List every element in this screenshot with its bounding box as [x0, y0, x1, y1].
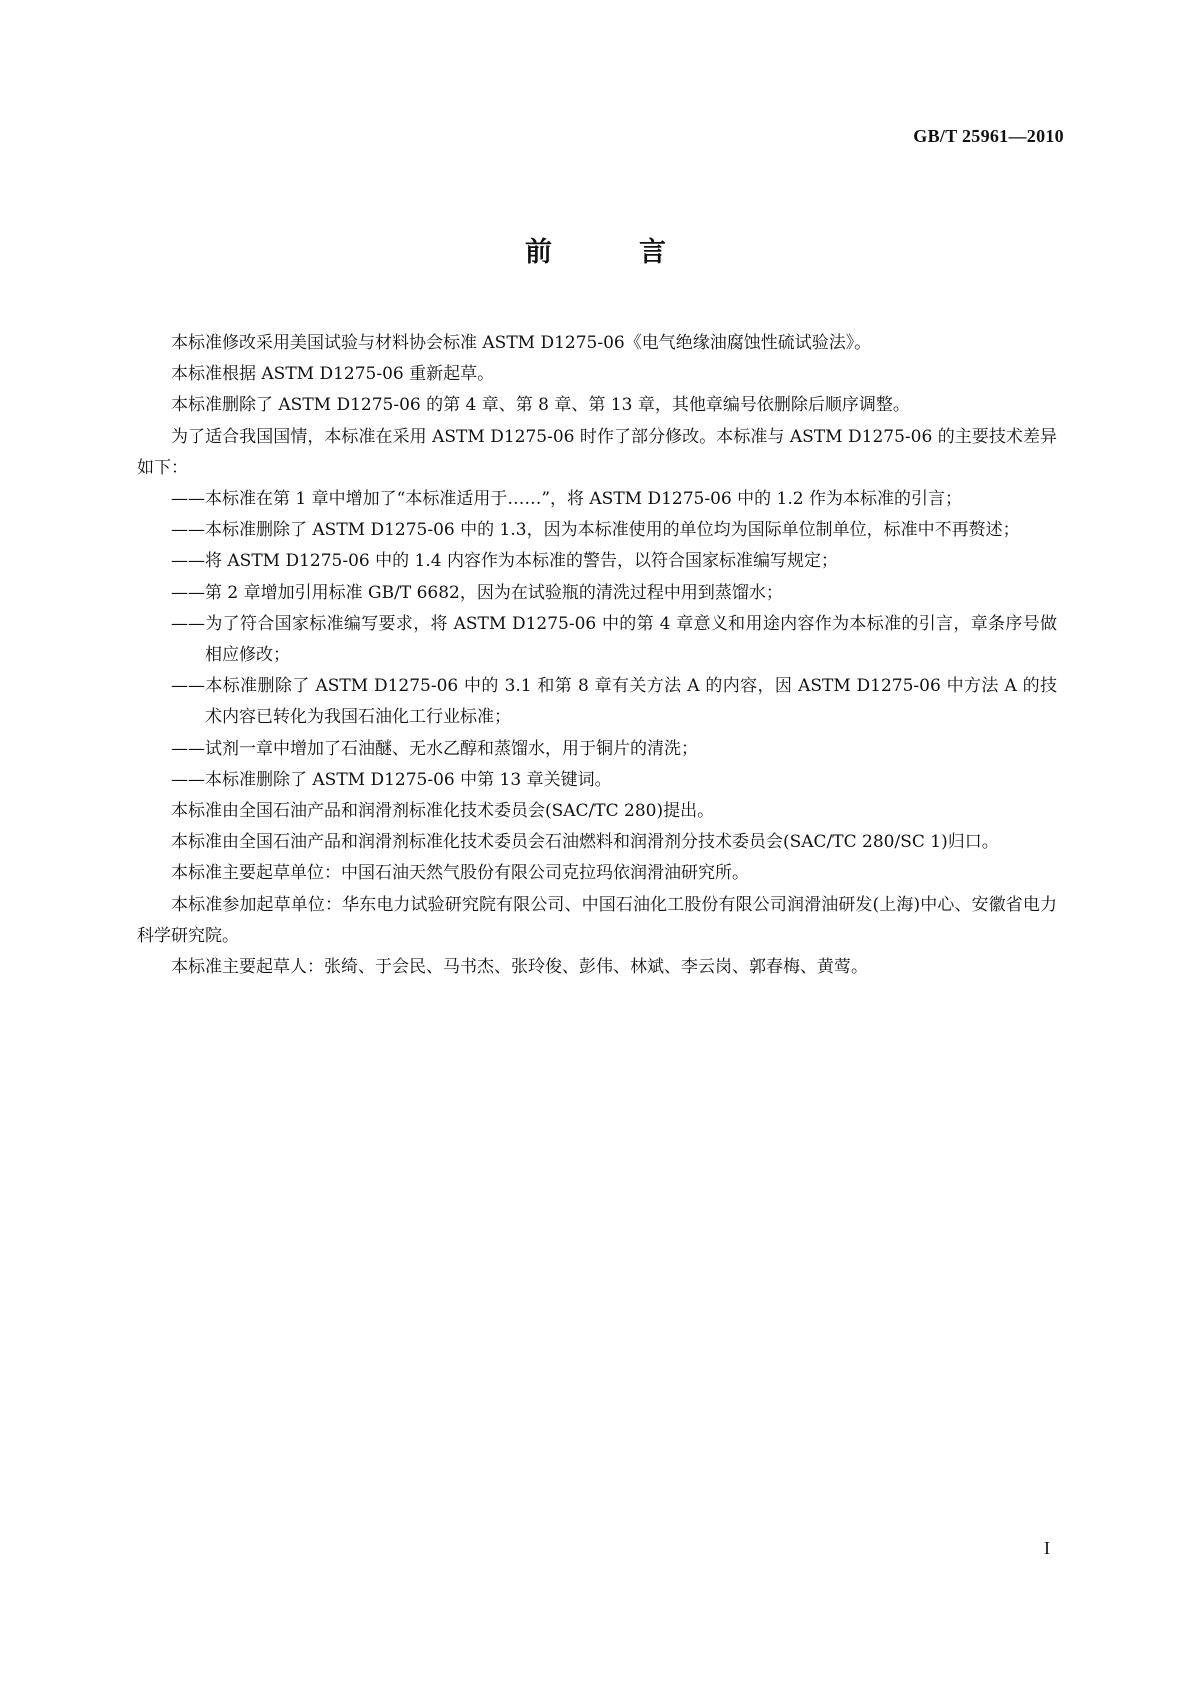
list-item: ——为了符合国家标准编写要求，将 ASTM D1275-06 中的第 4 章意义和用途内容作为本标准的引言，章条序号做相应修改； — [171, 613, 1057, 666]
list-item: ——本标准在第 1 章中增加了“本标准适用于……”，将 ASTM D1275-06 中的 1.2 作为本标准的引言； — [171, 489, 962, 510]
paragraph: 本标准根据 ASTM D1275-06 重新起草。 — [171, 364, 495, 385]
paragraph: 本标准主要起草单位：中国石油天然气股份有限公司克拉玛依润滑油研究所。 — [171, 863, 749, 884]
list-item: ——本标准删除了 ASTM D1275-06 中的 3.1 和第 8 章有关方法 A 的内容，因 ASTM D1275-06 中方法 A 的技术内容已转化为我国石油化工行业标准； — [171, 676, 1057, 728]
paragraph: 本标准主要起草人：张绮、于会民、马书杰、张玲俊、彭伟、林斌、李云岗、郭春梅、黄莺。 — [171, 957, 868, 978]
paragraph: 本标准参加起草单位：华东电力试验研究院有限公司、中国石油化工股份有限公司润滑油研发(上海)中心、安徽省电力科学研究院。 — [137, 894, 1057, 946]
list-item: ——本标准删除了 ASTM D1275-06 中的 1.3，因为本标准使用的单位均为国际单位制单位，标准中不再赘述； — [171, 520, 1020, 541]
difference-list — [137, 484, 1057, 796]
paragraph: 为了适合我国国情，本标准在采用 ASTM D1275-06 时作了部分修改。本标准与 ASTM D1275-06 的主要技术差异如下： — [137, 426, 1057, 478]
paragraph: 本标准由全国石油产品和润滑剂标准化技术委员会石油燃料和润滑剂分技术委员会(SAC/TC 280/SC 1)归口。 — [171, 832, 999, 853]
list-item: ——第 2 章增加引用标准 GB/T 6682，因为在试验瓶的清洗过程中用到蒸馏水； — [171, 582, 783, 603]
paragraph: 本标准删除了 ASTM D1275-06 的第 4 章、第 8 章、第 13 章，其他章编号依删除后顺序调整。 — [171, 395, 910, 416]
list-item: ——本标准删除了 ASTM D1275-06 中第 13 章关键词。 — [171, 769, 612, 790]
list-item: ——试剂一章中增加了石油醚、无水乙醇和蒸馏水，用于铜片的清洗； — [171, 738, 698, 759]
list-item: ——将 ASTM D1275-06 中的 1.4 内容作为本标准的警告，以符合国家标准编写规定； — [171, 551, 838, 572]
page-number: I — [1044, 1538, 1050, 1558]
page-title: 前 言 — [525, 237, 696, 268]
paragraph: 本标准修改采用美国试验与材料协会标准 ASTM D1275-06《电气绝缘油腐蚀性硫试验法》。 — [171, 333, 872, 353]
foreword-body — [137, 328, 1057, 983]
standard-code: GB/T 25961—2010 — [913, 126, 1064, 146]
paragraph: 本标准由全国石油产品和润滑剂标准化技术委员会(SAC/TC 280)提出。 — [171, 801, 715, 822]
